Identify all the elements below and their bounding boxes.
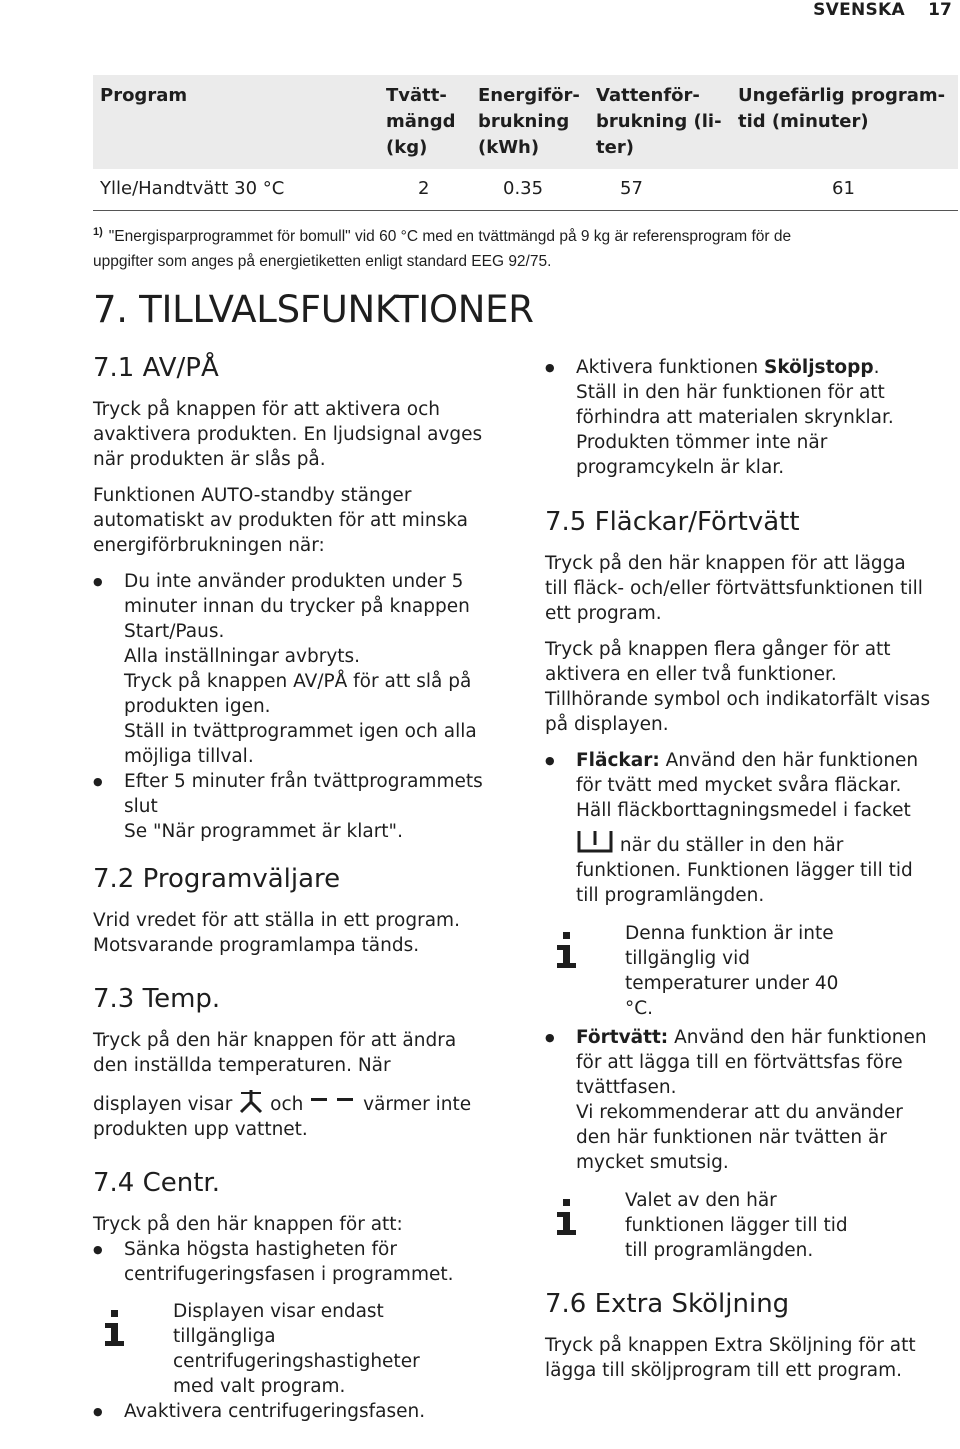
s74-title: 7.4 Centr. [93,1168,221,1198]
prewash-bullet: ● Förtvätt: Använd den här funktionen för att lägga till en förtvättsfas före tvättfasen. Vi rekommenderar att du använder den här funktionen när tvätten är mycket smutsig. [545,1025,960,1175]
section-title: 7. TILLVALSFUNKTIONER [93,288,534,331]
s71-title: 7.1 AV/PÅ [93,353,219,383]
footnote: $^{1)}$ "Energisparprogrammet för bomull" vid 60 °C med en tvättmängd på 9 kg är referensprogram för de uppgifter som anges på energietiketten enligt standard EEG 92/75. [93,226,792,270]
info-icon [545,1192,591,1238]
s71-bullet-1: ● Du inte använder produkten under 5 minuter innan du trycker på knappen Start/Paus. Alla inställningar avbryts. Tryck på knappen AV/PÅ för att slå på produkten igen. Ställ in tvättprogrammet igen och alla möjliga tillval. [93,569,523,769]
s76-title: 7.6 Extra Sköljning [545,1289,790,1319]
left-column [93,353,523,1424]
td-energy: 0.35 [503,178,544,199]
s71-paragraph-1: Tryck på knappen för att aktivera och avaktivera produkten. En ljudsignal avges när produkten är slås på. [93,399,483,470]
s75-note-2: Valet av den här funktionen lägger till tid till programlängden. [545,1188,960,1263]
no-heat-icon [238,1088,264,1114]
td-time: 61 [832,178,855,199]
s72-title: 7.2 Programväljare [93,864,341,894]
td-load: 2 [418,178,430,199]
s76-paragraph: Tryck på knappen Extra Sköljning för att lägga till sköljprogram till ett program. [545,1335,916,1381]
table-header [93,75,958,169]
rinse-hold-bullet: ● Aktivera funktionen Sköljstopp. Ställ in den här funktionen för att förhindra att materialen skrynklar. Produkten tömmer inte när programcykeln är klar. [545,355,960,480]
right-column [545,355,960,1383]
s75-title: 7.5 Fläckar/Förtvätt [545,507,800,537]
td-program: Ylle/Handtvätt 30 °C [100,178,285,199]
s74-bullet-2: ● Avaktivera centrifugeringsfasen. [93,1399,523,1424]
double-dash-icon [309,1094,357,1114]
header-language: SVENSKA [813,0,905,20]
s73-paragraph: Tryck på den här knappen för att ändra den inställda temperaturen. När displayen visar och värmer inte produkten upp vattnet. [93,1030,472,1140]
s74-bullet-1: ● Sänka högsta hastigheten för centrifugeringsfasen i programmet. [93,1237,523,1287]
th-load: Tvätt- mängd (kg) [386,85,456,158]
s71-paragraph-2: Funktionen AUTO-standby stänger automatiskt av produkten för att minska energiförbrukningen när: [93,485,469,556]
s73-title: 7.3 Temp. [93,984,221,1014]
s74-note: Displayen visar endast tillgängliga centrifugeringshastigheter med valt program. [93,1299,523,1399]
s74-intro: Tryck på den här knappen för att: [93,1214,403,1235]
th-time: Ungefärlig program- tid (minuter) [738,85,946,132]
td-water: 57 [620,178,643,199]
s75-paragraph-2: Tryck på knappen flera gånger för att aktivera en eller två funktioner. Tillhörande symbol och indikatorfält visas på displayen. [545,639,931,735]
info-icon [545,925,591,971]
s72-paragraph: Vrid vredet för att ställa in ett program. Motsvarande programlampa tänds. [93,910,460,956]
th-program: Program [100,85,188,106]
stain-bullet: ● Fläckar: Använd den här funktionen för tvätt med mycket svåra fläckar. Häll fläckborttagningsmedel i facket när du ställer in den här funktionen. Funktionen lägger till tid till programlängden. [545,748,960,908]
s71-bullet-2: ● Efter 5 minuter från tvättprogrammets slut Se "När programmet är klart". [93,769,523,844]
s75-note-1: Denna funktion är inte tillgänglig vid temperaturer under 40 °C. [545,921,960,1021]
th-water: Vattenför- brukning (li- ter) [596,85,722,158]
th-energy: Energiför- brukning (kWh) [478,85,580,158]
page-number: 17 [928,0,952,20]
info-icon [93,1303,139,1349]
detergent-compartment-icon [576,829,614,855]
s75-paragraph-1: Tryck på den här knappen för att lägga till fläck- och/eller förtvättsfunktionen till ett program. [545,553,923,624]
table-rule [93,210,958,211]
